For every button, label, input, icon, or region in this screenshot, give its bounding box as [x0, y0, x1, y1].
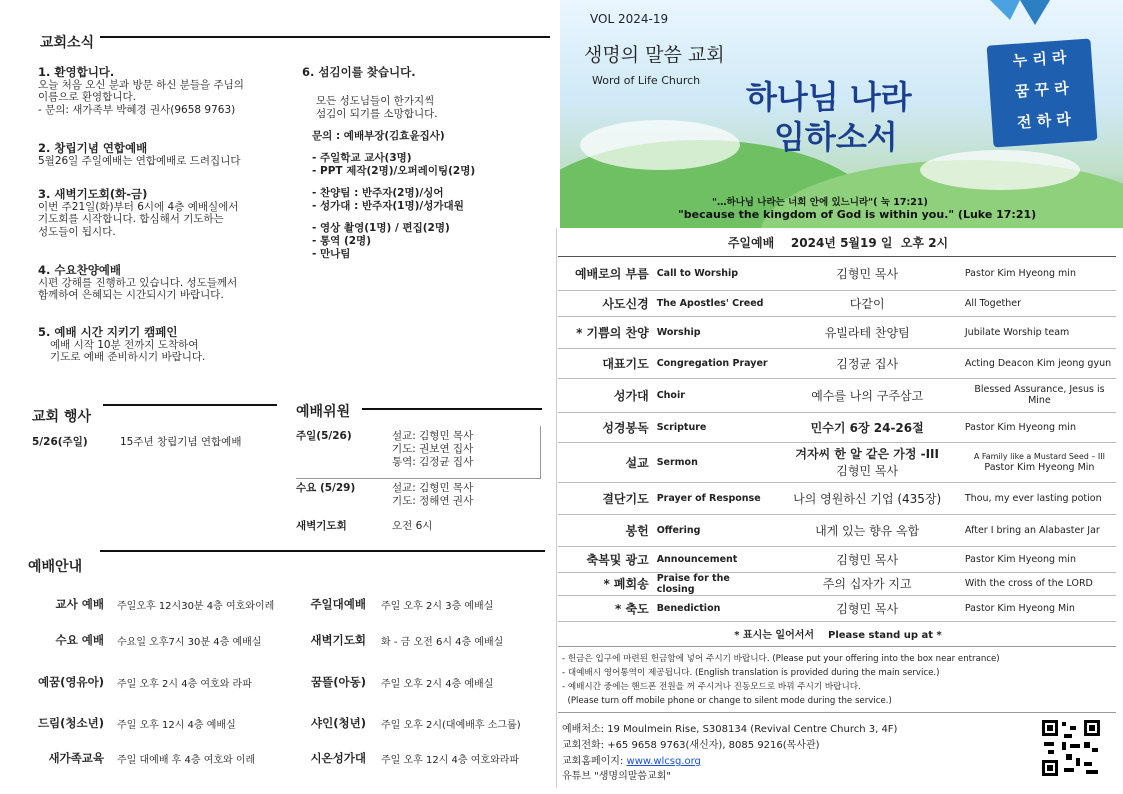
service-item-main: 다같이: [772, 290, 963, 316]
service-item-kr: 대표기도: [558, 348, 655, 378]
news-item-line: [302, 121, 475, 130]
news-item-line: 문의 : 예배부장(김효윤집사): [312, 130, 445, 142]
service-item-kr: 예배로의 부름: [558, 258, 655, 290]
service-item-en: Offering: [655, 514, 772, 546]
service-item-right: Acting Deacon Kim jeong gyun: [963, 348, 1116, 378]
guide-label: 꿈뜰(아동): [311, 675, 366, 689]
service-item-kr: * 기쁨의 찬양: [558, 316, 655, 348]
vertical-divider: [556, 228, 557, 788]
committee-divider: [362, 408, 542, 410]
committee-title: 예배위원: [296, 404, 351, 420]
guide-label: 새가족교육: [48, 751, 104, 765]
order-of-service: [558, 258, 1116, 622]
guide-text: 주일 대예배 후 4층 여호와 이레: [117, 755, 256, 766]
service-item-en: Announcement: [655, 546, 772, 572]
guide-label: 샤인(청년): [311, 716, 366, 730]
guide-text: 주일 오후 2시 4층 여호와 라파: [117, 679, 252, 690]
committee-line: 설교: 김형민 목사: [392, 430, 474, 442]
guide-text: 주일 오후 2시(대예배후 소그룹): [381, 720, 521, 731]
service-item-en: Choir: [655, 378, 772, 412]
pinwheel-icon: [980, 0, 1060, 40]
news-item-line: 이번 주21일(화)부터 6시에 4층 예배실에서: [38, 200, 239, 213]
verse-en: "because the kingdom of God is within you." (Luke 17:21): [678, 208, 1037, 221]
badge-line-2: 꿈 꾸 라: [1014, 79, 1070, 101]
service-item-en: The Apostles' Creed: [655, 290, 772, 316]
committee-box-line: [540, 426, 541, 478]
guide-text: 주일 오후 12시 4층 여호와라파: [381, 755, 520, 766]
service-row: [558, 442, 1116, 482]
service-heading-line: [558, 256, 1116, 257]
news-item-line: - 주일학교 교사(3명): [312, 152, 412, 164]
service-item-kr: * 축도: [558, 595, 655, 621]
service-row: [558, 348, 1116, 378]
news-item-line: 시편 강해를 진행하고 있습니다. 성도들께서: [38, 276, 238, 289]
committee-line: 기도: 권보연 집사: [392, 443, 474, 455]
service-item-right: With the cross of the LORD: [963, 572, 1116, 595]
news-item-line: - 만나팀: [312, 248, 351, 260]
verse-kr: "…하나님 나라는 너희 안에 있느니라"( 눅 17:21): [712, 197, 928, 208]
service-row: [558, 482, 1116, 514]
news-item-line: - 영상 촬영(1명) / 편집(2명): [312, 222, 450, 234]
service-item-main: 김형민 목사: [772, 595, 963, 621]
service-item-right: [963, 442, 1116, 482]
header-banner: [560, 0, 1123, 228]
service-heading: 주일예배 2024년 5월19 일 오후 2시: [727, 236, 949, 250]
guide-text: 주일 오후 2시 3층 예배실: [381, 601, 494, 612]
news-item-line: 이름으로 환영합니다.: [38, 91, 136, 103]
sermon-title: 겨자씨 한 알 같은 가정 -III: [795, 447, 939, 461]
service-item-en: Congregation Prayer: [655, 348, 772, 378]
service-item-main: 김형민 목사: [772, 258, 963, 290]
service-item-kr: 축복및 광고: [558, 546, 655, 572]
committee-line: 오전 6시: [392, 520, 433, 532]
news-item: [38, 264, 283, 302]
service-item-en: Scripture: [655, 412, 772, 442]
guide-text: 주일 오후 2시 4층 예배실: [381, 679, 494, 690]
qr-code-icon[interactable]: [1040, 718, 1102, 778]
service-item-kr: 결단기도: [558, 482, 655, 514]
footer-line: [558, 712, 1116, 713]
news-item: [38, 142, 283, 167]
news-item-line: 오늘 처음 오신 분과 방문 하신 분들을 주님의: [38, 78, 244, 91]
service-row: [558, 546, 1116, 572]
footer-address: 예배처소: 19 Moulmein Rise, S308134 (Revival Centre Church 3, 4F): [562, 724, 898, 735]
cloud-shape: [920, 150, 1080, 190]
badge-line-1: 누 리 라: [1012, 48, 1068, 70]
service-item-main: [772, 442, 963, 482]
news-item-line: 섬김이 되기를 소망합니다.: [316, 108, 438, 120]
guide-title: 예배안내: [28, 559, 83, 575]
service-note: - 예배시간 중에는 핸드폰 전원을 꺼 주시거나 진동모드로 바꿔 주시기 바랍니다.: [562, 682, 861, 692]
service-item-right: Pastor Kim Hyeong min: [963, 258, 1116, 290]
news-item-line: 5월26일 주일예배는 연합예배로 드려집니다: [38, 154, 241, 167]
news-item-line: 성도들이 됩시다.: [38, 225, 116, 238]
badge-line-3: 전 하 라: [1016, 110, 1072, 132]
stand-note: * 표시는 일어서서 Please stand up at *: [734, 630, 942, 641]
title-line-1: 하나님 나라: [746, 78, 912, 116]
service-item-main: 김형민 목사: [772, 546, 963, 572]
news-item-heading: 1. 환영합니다.: [38, 65, 115, 79]
service-row: [558, 412, 1116, 442]
news-item-line: 기도로 예배 준비하시기 바랍니다.: [50, 351, 206, 363]
church-name-kr: 생명의 말씀 교회: [584, 44, 725, 66]
service-item-main: 김정균 집사: [772, 348, 963, 378]
service-row: [558, 595, 1116, 621]
service-item-kr: 봉헌: [558, 514, 655, 546]
service-row: [558, 378, 1116, 412]
committee-label: 새벽기도회: [296, 520, 347, 532]
news-item-heading: 3. 새벽기도회(화-금): [38, 187, 148, 201]
news-item-line: - 문의: 새가족부 박혜경 권사(9658 9763): [38, 103, 236, 116]
news-item-line: - 통역 (2명): [312, 235, 372, 247]
footer-web-row: [562, 752, 701, 767]
volume-label: VOL 2024-19: [590, 12, 669, 26]
service-item-main: 예수를 나의 구주삼고: [772, 378, 963, 412]
service-row: [558, 316, 1116, 348]
news-item-line: 모든 성도님들이 한가지씩: [316, 95, 435, 107]
sermon-preacher: 김형민 목사: [836, 464, 899, 478]
service-item-right: All Together: [963, 290, 1116, 316]
news-item-line: 예배 시작 10분 전까지 도착하여: [50, 338, 199, 351]
event-date: 5/26(주일): [32, 436, 88, 448]
news-item-line: - 찬양팀 : 반주자(2명)/싱어: [312, 187, 444, 199]
service-item-en: Prayer of Response: [655, 482, 772, 514]
news-item: [38, 66, 283, 116]
service-item-en: Worship: [655, 316, 772, 348]
guide-label: 새벽기도회: [310, 633, 366, 647]
guide-label: 주일대예배: [310, 597, 366, 611]
service-item-right: Blessed Assurance, Jesus is Mine: [963, 378, 1116, 412]
news-divider: [100, 36, 550, 38]
guide-text: 수요일 오후7시 30분 4층 예배실: [117, 637, 262, 648]
news-item-heading: 4. 수요찬양예배: [38, 263, 122, 277]
news-item: [38, 188, 283, 238]
news-item-line: [302, 178, 475, 187]
service-item-kr: * 폐회송: [558, 572, 655, 595]
service-item-main: 주의 십자가 지고: [772, 572, 963, 595]
service-item-kr: 설교: [558, 442, 655, 482]
service-item-right: Pastor Kim Hyeong min: [963, 412, 1116, 442]
service-item-right: Thou, my ever lasting potion: [963, 482, 1116, 514]
website-link[interactable]: www.wlcsg.org: [626, 756, 701, 767]
committee-label: 수요 (5/29): [296, 482, 356, 494]
service-item-right: Pastor Kim Hyeong min: [963, 546, 1116, 572]
title-line-2: 임하소서: [774, 118, 898, 156]
events-divider: [103, 404, 277, 406]
guide-label: 드림(청소년): [37, 716, 104, 730]
service-note: (Please turn off mobile phone or change to silent mode during the service.): [562, 696, 892, 706]
footer-web-label: 교회홈페이지:: [562, 756, 627, 767]
cloud-shape: [580, 120, 740, 170]
committee-label: 주일(5/26): [296, 430, 352, 442]
news-item-line: [302, 213, 475, 222]
service-item-main: 내게 있는 향유 옥합: [772, 514, 963, 546]
events-title: 교회 행사: [32, 409, 91, 425]
sermon-title-en: A Family like a Mustard Seed – III: [973, 452, 1105, 461]
service-item-main: 민수기 6장 24-26절: [772, 412, 963, 442]
news-item-heading: 5. 예배 시간 지키기 캠페인: [38, 325, 178, 339]
stand-note-line: [558, 646, 1116, 647]
guide-text: 주일오후 12시30분 4층 여호와이레: [117, 601, 275, 612]
committee-line: 통역: 김정균 집사: [392, 456, 474, 468]
news-item-line: 함께하여 은혜되는 시간되시기 바랍니다.: [38, 289, 224, 301]
service-item-right: Pastor Kim Hyeong Min: [963, 595, 1116, 621]
guide-text: 화 - 금 오전 6시 4층 예배실: [381, 637, 504, 648]
footer-phone: 교회전화: +65 9658 9763(새신자), 8085 9216(목사관): [562, 740, 820, 751]
service-note: - 대예배시 영어통역이 제공됩니다. (English translation is provided during the main service.): [562, 668, 940, 678]
event-desc: 15주년 창립기념 연합예배: [120, 436, 242, 448]
news-item-6: [302, 66, 475, 261]
service-item-en: Call to Worship: [655, 258, 772, 290]
committee-line: 설교: 김형민 목사: [392, 482, 474, 494]
committee-line: 기도: 정해연 권사: [392, 495, 474, 507]
guide-label: 교사 예배: [55, 597, 104, 611]
service-item-en: Sermon: [655, 442, 772, 482]
service-item-main: 유빌라테 찬양팀: [772, 316, 963, 348]
service-item-right: Jubilate Worship team: [963, 316, 1116, 348]
news-item-line: [302, 143, 475, 152]
service-note: - 헌금은 입구에 마련된 헌금함에 넣어 주시기 바랍니다. (Please put your offering into the box near entrance): [562, 654, 1000, 664]
news-item-line: - PPT 제작(2명)/오퍼레이팅(2명): [312, 165, 476, 177]
news-title: 교회소식: [40, 35, 95, 51]
sermon-preacher-en: Pastor Kim Hyeong Min: [984, 462, 1095, 473]
service-item-kr: 사도신경: [558, 290, 655, 316]
service-item-right: After I bring an Alabaster Jar: [963, 514, 1116, 546]
guide-label: 시온성가대: [310, 751, 366, 765]
footer-youtube: 유튜브 "생명의말씀교회": [562, 771, 671, 782]
service-item-kr: 성경봉독: [558, 412, 655, 442]
news-item-heading: 6. 섬김이를 찾습니다.: [302, 65, 416, 79]
guide-text: 주일 오후 12시 4층 예배실: [117, 720, 236, 731]
guide-divider: [100, 550, 545, 552]
news-item-heading: 2. 창립기념 연합예배: [38, 141, 148, 155]
service-item-en: Benediction: [655, 595, 772, 621]
guide-label: 예꿈(영유아): [37, 675, 104, 689]
slogan-badge: [987, 38, 1098, 147]
news-item-line: - 성가대 : 반주자(1명)/성가대원: [312, 200, 464, 212]
service-row: [558, 514, 1116, 546]
committee-box-bottom: [296, 478, 541, 479]
service-row: [558, 258, 1116, 290]
news-item: [38, 326, 283, 364]
service-notes: [562, 652, 1117, 708]
church-name-en: Word of Life Church: [592, 74, 701, 87]
service-row: [558, 290, 1116, 316]
service-item-main: 나의 영원하신 기업 (435장): [772, 482, 963, 514]
service-item-en: Praise for the closing: [655, 572, 772, 595]
guide-label: 수요 예배: [55, 633, 104, 647]
news-item-line: 기도회를 시작합니다. 합심해서 기도하는: [38, 213, 224, 225]
service-row: [558, 572, 1116, 595]
service-item-kr: 성가대: [558, 378, 655, 412]
